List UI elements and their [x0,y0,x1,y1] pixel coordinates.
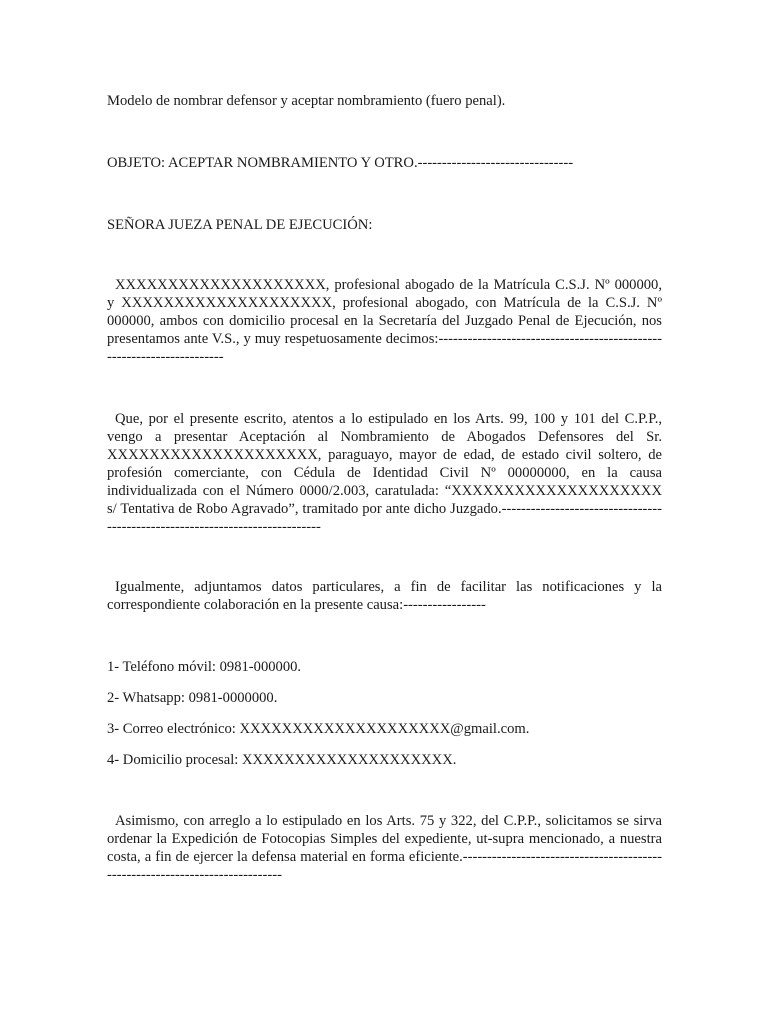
paragraph-particulars [107,578,662,614]
addressee: SEÑORA JUEZA PENAL DE EJECUCIÓN: [107,217,373,233]
contact-item-whatsapp: 2- Whatsapp: 0981-0000000. [107,690,278,706]
document-heading: Modelo de nombrar defensor y aceptar nombramiento (fuero penal). [107,93,506,109]
paragraph-acceptance [107,410,662,536]
paragraph-presentation [107,276,662,366]
paragraph-acceptance-text: Que, por el presente escrito, atentos a lo estipulado en los Arts. 99, 100 y 101 del C.P.P., vengo a presentar Aceptación al Nombramiento de Abogados Defensores del Sr. XXXXXXXXXXXXXXXXXXXX, paraguayo, mayor de edad, de estado civil soltero, de profesión comerciante, con Cédula de Identidad Civil Nº 00000000, en la causa individualizada con el Número 0000/2.003, caratulada: “XXXXXXXXXXXXXXXXXXXX s/ Tentativa de Robo Agravado”, tramitado por ante dicho Juzgado.----------------------------------------------------------------------------- [107,411,662,535]
paragraph-particulars-text: Igualmente, adjuntamos datos particulares, a fin de facilitar las notificaciones y la correspondiente colaboración en la presente causa:----------------- [107,579,662,613]
objeto-line: OBJETO: ACEPTAR NOMBRAMIENTO Y OTRO.-------------------------------- [107,155,574,171]
contact-item-phone: 1- Teléfono móvil: 0981-000000. [107,659,302,675]
paragraph-presentation-text: XXXXXXXXXXXXXXXXXXXX, profesional abogado de la Matrícula C.S.J. Nº 000000, y XXXXXXXXXXXXXXXXXXXX, profesional abogado, con Matrícula de la C.S.J. Nº 000000, ambos con domicilio procesal en la Secretaría del Juzgado Penal de Ejecución, nos presentamos ante V.S., y muy respetuosamente decimos:---------------------------------------------------------------------- [107,277,662,365]
contact-item-email: 3- Correo electrónico: XXXXXXXXXXXXXXXXXXXX@gmail.com. [107,721,530,737]
paragraph-copies-text: Asimismo, con arreglo a lo estipulado en los Arts. 75 y 322, del C.P.P., solicitamos se sirva ordenar la Expedición de Fotocopias Simples del expediente, ut-supra mencionado, a nuestra costa, a fin de ejercer la defensa material en forma eficiente.----------------------------------------------------------------------------- [107,813,662,883]
contact-item-address: 4- Domicilio procesal: XXXXXXXXXXXXXXXXXXXX. [107,752,457,768]
paragraph-copies [107,812,662,884]
